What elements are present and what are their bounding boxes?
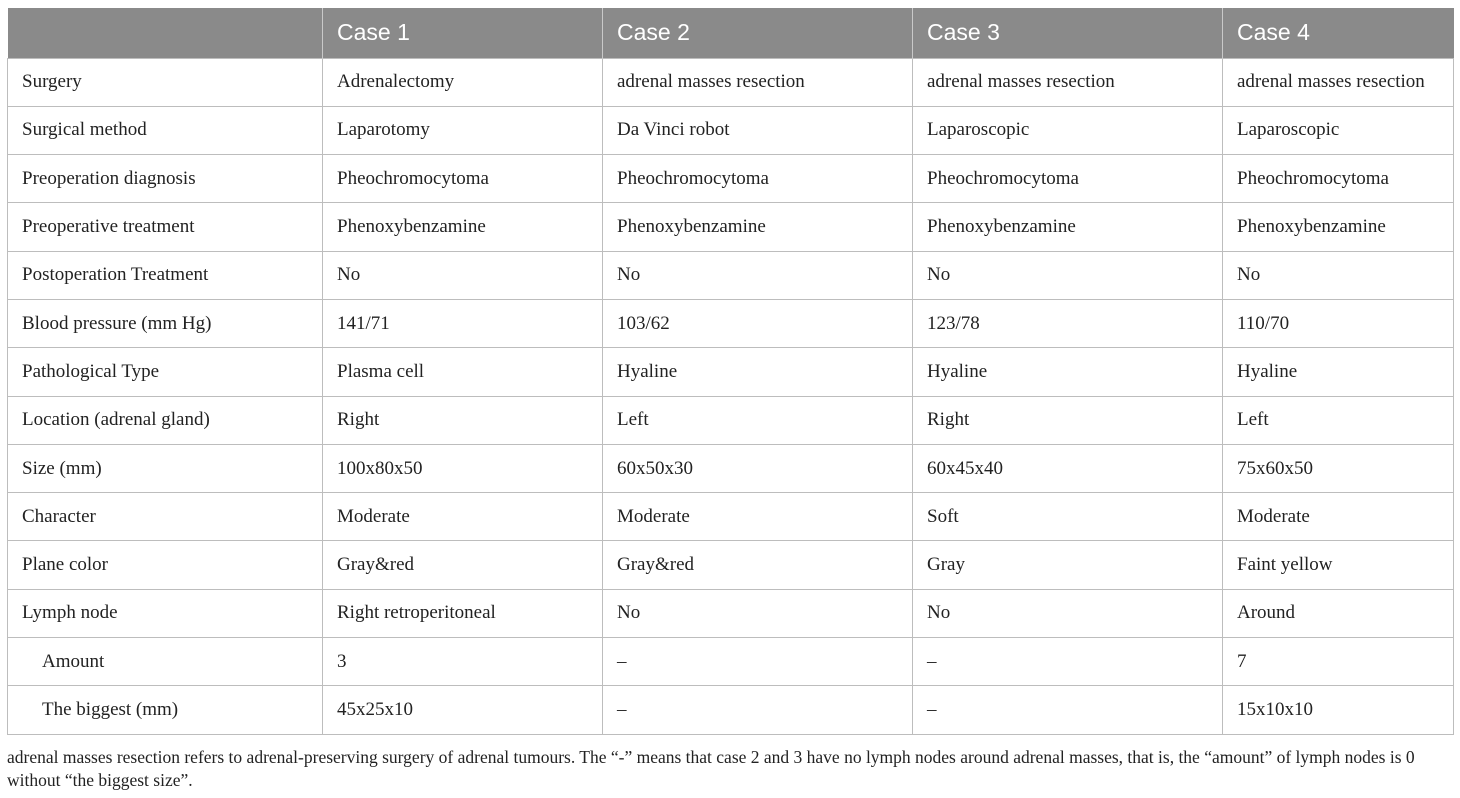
case-3-value-cell: Right [913, 396, 1223, 444]
case-4-value-cell: Faint yellow [1223, 541, 1454, 589]
case-3-value-cell: – [913, 686, 1223, 734]
case-2-value-cell: Da Vinci robot [603, 106, 913, 154]
case-4-value-cell: Pheochromocytoma [1223, 155, 1454, 203]
case-3-value-cell: Laparoscopic [913, 106, 1223, 154]
row-label-cell: Plane color [8, 541, 323, 589]
case-3-value-cell: Gray [913, 541, 1223, 589]
case-1-value-cell: Pheochromocytoma [323, 155, 603, 203]
row-label-cell: Postoperation Treatment [8, 251, 323, 299]
case-4-value-cell: Hyaline [1223, 348, 1454, 396]
case-1-value-cell: Right retroperitoneal [323, 589, 603, 637]
case-2-value-cell: Moderate [603, 493, 913, 541]
case-3-value-cell: Phenoxybenzamine [913, 203, 1223, 251]
case-1-value-cell: 141/71 [323, 299, 603, 347]
case-1-value-cell: Moderate [323, 493, 603, 541]
case-2-value-cell: No [603, 251, 913, 299]
case-2-value-cell: Phenoxybenzamine [603, 203, 913, 251]
table-header [8, 8, 1454, 58]
case-4-value-cell: Left [1223, 396, 1454, 444]
case-2-value-cell: 103/62 [603, 299, 913, 347]
case-1-value-cell: Right [323, 396, 603, 444]
case-4-value-cell: 15x10x10 [1223, 686, 1454, 734]
row-label-cell: Surgical method [8, 106, 323, 154]
case-1-value-cell: 45x25x10 [323, 686, 603, 734]
case-3-value-cell: 60x45x40 [913, 444, 1223, 492]
header-cell-case-4: Case 4 [1223, 8, 1454, 58]
case-4-value-cell: Around [1223, 589, 1454, 637]
row-label-cell: Location (adrenal gland) [8, 396, 323, 444]
case-4-value-cell: 75x60x50 [1223, 444, 1454, 492]
case-3-value-cell: – [913, 638, 1223, 686]
header-cell-case-1: Case 1 [323, 8, 603, 58]
row-label-cell: Blood pressure (mm Hg) [8, 299, 323, 347]
row-label-cell: Preoperative treatment [8, 203, 323, 251]
case-1-value-cell: No [323, 251, 603, 299]
header-row [8, 8, 1454, 58]
table-row [8, 493, 1454, 541]
case-4-value-cell: Moderate [1223, 493, 1454, 541]
case-1-value-cell: Plasma cell [323, 348, 603, 396]
case-3-value-cell: Soft [913, 493, 1223, 541]
table-row [8, 155, 1454, 203]
case-3-value-cell: Pheochromocytoma [913, 155, 1223, 203]
table-row [8, 348, 1454, 396]
row-label-cell: Character [8, 493, 323, 541]
header-cell-case-3: Case 3 [913, 8, 1223, 58]
row-label-cell: Surgery [8, 58, 323, 106]
case-comparison-table [7, 8, 1454, 735]
case-3-value-cell: 123/78 [913, 299, 1223, 347]
case-comparison-table-container [7, 8, 1453, 735]
case-3-value-cell: No [913, 589, 1223, 637]
row-label-cell: Size (mm) [8, 444, 323, 492]
case-1-value-cell: Adrenalectomy [323, 58, 603, 106]
table-row [8, 106, 1454, 154]
case-2-value-cell: Gray&red [603, 541, 913, 589]
case-1-value-cell: Phenoxybenzamine [323, 203, 603, 251]
case-2-value-cell: – [603, 638, 913, 686]
table-row [8, 444, 1454, 492]
table-row [8, 686, 1454, 734]
case-2-value-cell: – [603, 686, 913, 734]
case-4-value-cell: No [1223, 251, 1454, 299]
case-4-value-cell: Laparoscopic [1223, 106, 1454, 154]
case-1-value-cell: 100x80x50 [323, 444, 603, 492]
case-4-value-cell: 110/70 [1223, 299, 1454, 347]
table-row [8, 58, 1454, 106]
case-2-value-cell: adrenal masses resection [603, 58, 913, 106]
case-1-value-cell: Laparotomy [323, 106, 603, 154]
table-row [8, 541, 1454, 589]
header-cell-row-label [8, 8, 323, 58]
case-2-value-cell: No [603, 589, 913, 637]
table-row [8, 251, 1454, 299]
row-label-cell: Pathological Type [8, 348, 323, 396]
header-cell-case-2: Case 2 [603, 8, 913, 58]
case-2-value-cell: Left [603, 396, 913, 444]
case-2-value-cell: Pheochromocytoma [603, 155, 913, 203]
row-label-cell: Amount [8, 638, 323, 686]
row-label-cell: The biggest (mm) [8, 686, 323, 734]
table-row [8, 396, 1454, 444]
table-row [8, 589, 1454, 637]
case-1-value-cell: 3 [323, 638, 603, 686]
case-4-value-cell: adrenal masses resection [1223, 58, 1454, 106]
case-3-value-cell: adrenal masses resection [913, 58, 1223, 106]
case-2-value-cell: 60x50x30 [603, 444, 913, 492]
case-4-value-cell: 7 [1223, 638, 1454, 686]
case-3-value-cell: Hyaline [913, 348, 1223, 396]
case-4-value-cell: Phenoxybenzamine [1223, 203, 1454, 251]
table-row [8, 299, 1454, 347]
row-label-cell: Lymph node [8, 589, 323, 637]
table-footnote: adrenal masses resection refers to adrenal-preserving surgery of adrenal tumours. The “-” means that case 2 and 3 have no lymph nodes around adrenal masses, that is, the “amount” of lymph nodes is 0 without “the biggest size”. [7, 747, 1415, 790]
case-3-value-cell: No [913, 251, 1223, 299]
row-label-cell: Preoperation diagnosis [8, 155, 323, 203]
table-row [8, 638, 1454, 686]
table-body [8, 58, 1454, 734]
case-2-value-cell: Hyaline [603, 348, 913, 396]
table-row [8, 203, 1454, 251]
case-1-value-cell: Gray&red [323, 541, 603, 589]
